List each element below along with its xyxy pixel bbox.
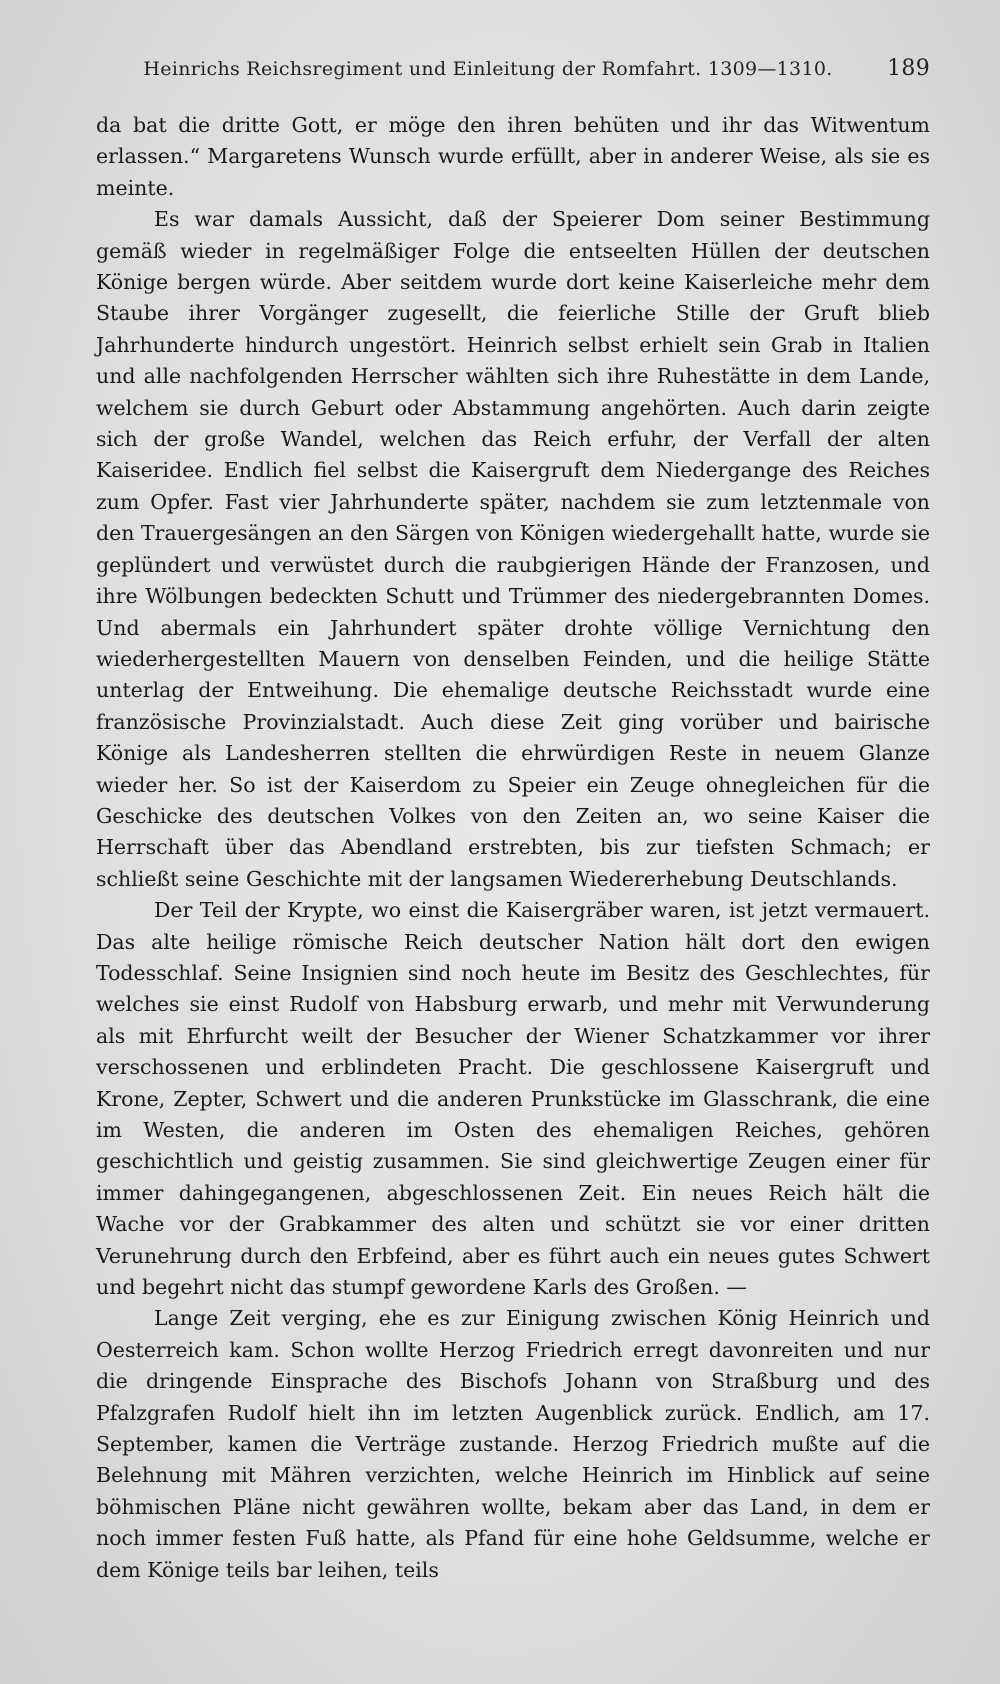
running-head-title: Heinrichs Reichsregiment und Einleitung der Romfahrt. 1309—1310. <box>143 58 833 80</box>
page-number: 189 <box>887 56 930 81</box>
paragraph-4: Lange Zeit verging, ehe es zur Einigung zwischen König Heinrich und Oesterreich kam. Schon wollte Herzog Friedrich erregt davonreiten und nur die dringende Einsprache des Bischofs Johann von Straßburg und des Pfalzgrafen Rudolf hielt ihn im letzten Augenblick zurück. Endlich, am 17. September, kamen die Verträge zustande. Herzog Friedrich mußte auf die Belehnung mit Mähren verzichten, welche Heinrich im Hinblick auf seine böhmischen Pläne nicht gewähren wollte, bekam aber das Land, in dem er noch immer festen Fuß hatte, als Pfand für eine hohe Geldsumme, welche er dem Könige teils bar leihen, teils <box>96 1306 930 1582</box>
body-text <box>96 110 930 1586</box>
paragraph-1: da bat die dritte Gott, er möge den ihren behüten und ihr das Witwentum erlassen.“ Margaretens Wunsch wurde erfüllt, aber in anderer Weise, als sie es meinte. <box>96 113 930 200</box>
paragraph-2: Es war damals Aussicht, daß der Speierer Dom seiner Bestimmung gemäß wieder in regelmäßiger Folge die entseelten Hüllen der deutschen Könige bergen würde. Aber seitdem wurde dort keine Kaiserleiche mehr dem Staube ihrer Vorgänger zugesellt, die feierliche Stille der Gruft blieb Jahrhunderte hindurch ungestört. Heinrich selbst erhielt sein Grab in Italien und alle nachfolgenden Herrscher wählten sich ihre Ruhestätte in dem Lande, welchem sie durch Geburt oder Abstammung angehörten. Auch darin zeigte sich der große Wandel, welchen das Reich erfuhr, der Verfall der alten Kaiseridee. Endlich fiel selbst die Kaisergruft dem Niedergange des Reiches zum Opfer. Fast vier Jahrhunderte später, nachdem sie zum letztenmale von den Trauergesängen an den Särgen von Königen wiedergehallt hatte, wurde sie geplündert und verwüstet durch die raubgierigen Hände der Franzosen, und ihre Wölbungen bedeckten Schutt und Trümmer des niedergebrannten Domes. Und abermals ein Jahrhundert später drohte völlige Vernichtung den wiederhergestellten Mauern von denselben Feinden, und die heilige Stätte unterlag der Entweihung. Die ehemalige deutsche Reichsstadt wurde eine französische Provinzialstadt. Auch diese Zeit ging vorüber und bairische Könige als Landesherren stellten die ehrwürdigen Reste in neuem Glanze wieder her. So ist der Kaiserdom zu Speier ein Zeuge ohnegleichen für die Geschicke des deutschen Volkes von den Zeiten an, wo seine Kaiser die Herrschaft über das Abendland erstrebten, bis zur tiefsten Schmach; er schließt seine Geschichte mit der langsamen Wiedererhebung Deutschlands. <box>96 207 930 891</box>
paragraph-3: Der Teil der Krypte, wo einst die Kaisergräber waren, ist jetzt vermauert. Das alte heilige römische Reich deutscher Nation hält dort den ewigen Todesschlaf. Seine Insignien sind noch heute im Besitz des Geschlechtes, für welches sie einst Rudolf von Habsburg erwarb, und mehr mit Verwunderung als mit Ehrfurcht weilt der Besucher der Wiener Schatzkammer vor ihrer verschossenen und erblindeten Pracht. Die geschlossene Kaisergruft und Krone, Zepter, Schwert und die anderen Prunkstücke im Glasschrank, die eine im Westen, die anderen im Osten des ehemaligen Reiches, gehören geschichtlich und geistig zusammen. Sie sind gleichwertige Zeugen einer für immer dahingegangenen, abgeschlossenen Zeit. Ein neues Reich hält die Wache vor der Grabkammer des alten und schützt sie vor einer dritten Verunehrung durch den Erbfeind, aber es führt auch ein neues gutes Schwert und begehrt nicht das stumpf gewordene Karls des Großen. — <box>96 898 930 1300</box>
running-head <box>96 56 930 102</box>
